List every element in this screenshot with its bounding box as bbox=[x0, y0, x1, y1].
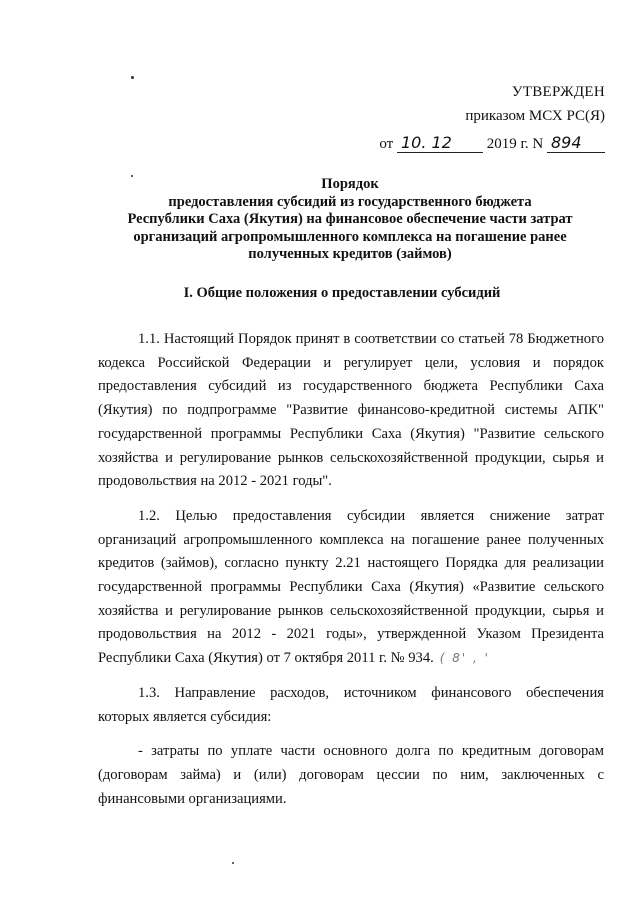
approval-title: УТВЕРЖДЕН bbox=[511, 84, 605, 100]
scan-speck bbox=[131, 76, 134, 79]
title-line: полученных кредитов (займов) bbox=[248, 246, 452, 262]
paragraph-1-1: 1.1. Настоящий Порядок принят в соответствии со статьей 78 Бюджетного кодекса Российской Федерации и регулирует цели, условия и порядок предоставления субсидий из государственного бюджета Республики Саха (Якутия) по подпрограмме "Развитие финансово-кредитной системы АПК" государственной программы Республики Саха (Якутия) "Развитие сельского хозяйства и регулирование рынков сельскохозяйственной продукции, сырья и продовольствия на 2012 - 2021 годы". bbox=[98, 331, 604, 490]
document-body bbox=[98, 328, 604, 822]
title-line: предоставления субсидий из государственного бюджета bbox=[168, 193, 532, 210]
title-line: организаций агропромышленного комплекса на погашение ранее bbox=[133, 228, 567, 245]
year-text: 2019 г. N bbox=[486, 136, 544, 152]
date-prefix: от bbox=[379, 136, 394, 152]
title-line: Порядок bbox=[321, 176, 379, 192]
handwritten-date: 10. 12 bbox=[397, 134, 483, 153]
paragraph-1-3: 1.3. Направление расходов, источником финансового обеспечения которых является субсидия: bbox=[98, 684, 604, 725]
approval-order: приказом МСХ РС(Я) bbox=[465, 108, 605, 124]
section-heading: I. Общие положения о предоставлении субсидий bbox=[183, 285, 501, 301]
paragraph-1-2 bbox=[98, 505, 604, 671]
paragraph-1-2-text: 1.2. Целью предоставления субсидии является снижение затрат организаций агропромышленного комплекса на погашение ранее полученных кредитов (займов), согласно пункту 2.21 настоящего Порядка для реализации государственной программы Республики Саха (Якутия) «Развитие сельского хозяйства и регулирование рынков сельскохозяйственной продукции, сырья и продовольствия на 2012 - 2021 годы», утвержденной Указом Президента Республики Саха (Якутия) от 7 октября 2011 г. № 934. bbox=[98, 507, 604, 667]
handwritten-order-number: 894 bbox=[547, 134, 605, 153]
handwritten-scribble: ( 8' , ' bbox=[439, 651, 490, 666]
scan-speck bbox=[232, 862, 234, 864]
list-item: - затраты по уплате части основного долга по кредитным договорам (договорам займа) и (или) договорам цессии по ним, заключенных с финансовыми организациями. bbox=[98, 743, 604, 807]
title-line: Республики Саха (Якутия) на финансовое обеспечение части затрат bbox=[127, 211, 573, 227]
approval-date-line bbox=[379, 132, 605, 156]
document-title bbox=[110, 176, 590, 264]
approval-stamp-block bbox=[379, 80, 605, 156]
